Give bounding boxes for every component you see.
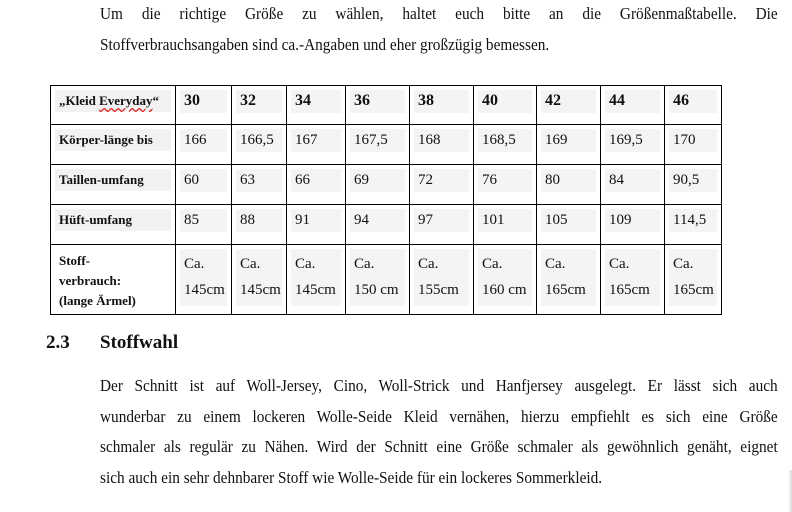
- size-header: 34: [291, 90, 341, 113]
- size-header: 42: [541, 90, 596, 113]
- table-cell: Ca. 165cm: [605, 249, 660, 306]
- table-cell: 97: [414, 209, 469, 232]
- row-label: Hüft-umfang: [55, 209, 171, 231]
- table-row: [51, 125, 722, 165]
- table-cell: 66: [291, 169, 341, 192]
- table-cell: 72: [414, 169, 469, 192]
- table-cell: 101: [478, 209, 532, 232]
- table-cell: 91: [291, 209, 341, 232]
- table-cell: 94: [350, 209, 405, 232]
- intro-paragraph: [100, 0, 778, 60]
- table-cell: Ca. 145cm: [236, 249, 282, 306]
- table-cell: Ca. 165cm: [541, 249, 596, 306]
- table-cell: 76: [478, 169, 532, 192]
- section-title: Stoffwahl: [100, 332, 179, 353]
- table-cell: Ca. 145cm: [180, 249, 227, 306]
- table-cell: 114,5: [669, 209, 717, 232]
- row-label: Körper-länge bis: [55, 129, 171, 151]
- intro-line: Um die richtige Größe zu wählen, haltet euch bitte an die Größenmaßtabelle. Die: [100, 4, 778, 23]
- row-label: Taillen-umfang: [55, 169, 171, 191]
- table-cell: 84: [605, 169, 660, 192]
- body-line: Der Schnitt ist auf Woll-Jersey, Cino, Woll-Strick und Hanfjersey ausgelegt. Er lässt sich auch: [100, 376, 778, 395]
- body-line: sich auch ein sehr dehnbarer Stoff wie Wolle-Seide für ein lockeres Sommerkleid.: [100, 467, 603, 487]
- section-number: 2.3: [46, 332, 70, 353]
- size-header: 38: [414, 90, 469, 113]
- size-header: 32: [236, 90, 282, 113]
- table-cell: 167: [291, 129, 341, 152]
- table-cell: 166,5: [236, 129, 282, 152]
- table-cell: 169: [541, 129, 596, 152]
- table-row: [51, 205, 722, 245]
- table-cell: Ca. 160 cm: [478, 249, 532, 306]
- table-cell: 109: [605, 209, 660, 232]
- table-cell: 88: [236, 209, 282, 232]
- table-cell: 169,5: [605, 129, 660, 152]
- table-cell: 166: [180, 129, 227, 152]
- row-label: Stoff- verbrauch: (lange Ärmel): [59, 253, 136, 308]
- table-cell: 168: [414, 129, 469, 152]
- table-cell: 85: [180, 209, 227, 232]
- body-line: schmaler als regulär zu Nähen. Wird der Schnitt eine Größe schmaler als gewöhnlich genäht, eignet: [100, 437, 778, 456]
- size-table: [50, 85, 722, 315]
- table-cell: 105: [541, 209, 596, 232]
- table-cell: Ca. 150 cm: [350, 249, 405, 306]
- table-cell: Ca. 155cm: [414, 249, 469, 306]
- table-cell: 69: [350, 169, 405, 192]
- table-title-cell: [51, 86, 176, 125]
- table-title: „Kleid Everyday“: [55, 90, 171, 112]
- size-header-row: [51, 86, 722, 125]
- table-cell: Ca. 165cm: [669, 249, 717, 306]
- fabric-row: [51, 245, 722, 315]
- body-paragraph: [100, 371, 778, 493]
- spellcheck-word: Everyday: [99, 93, 153, 108]
- table-cell: 168,5: [478, 129, 532, 152]
- intro-line: Stoffverbrauchsangaben sind ca.-Angaben und eher großzügig bemessen.: [100, 34, 550, 54]
- body-line: wunderbar zu einem lockeren Wolle-Seide Kleid vernähen, hierzu empfiehlt es sich eine Größe: [100, 406, 778, 426]
- table-cell: 60: [180, 169, 227, 192]
- table-cell: 63: [236, 169, 282, 192]
- table-cell: 170: [669, 129, 717, 152]
- page-edge-shadow: [788, 470, 792, 512]
- table-cell: 167,5: [350, 129, 405, 152]
- table-cell: 80: [541, 169, 596, 192]
- size-header: 46: [669, 90, 717, 113]
- size-header: 30: [180, 90, 227, 113]
- table-cell: 90,5: [669, 169, 717, 192]
- size-header: 44: [605, 90, 660, 113]
- size-header: 36: [350, 90, 405, 113]
- table-row: [51, 165, 722, 205]
- size-header: 40: [478, 90, 532, 113]
- table-cell: Ca. 145cm: [291, 249, 341, 306]
